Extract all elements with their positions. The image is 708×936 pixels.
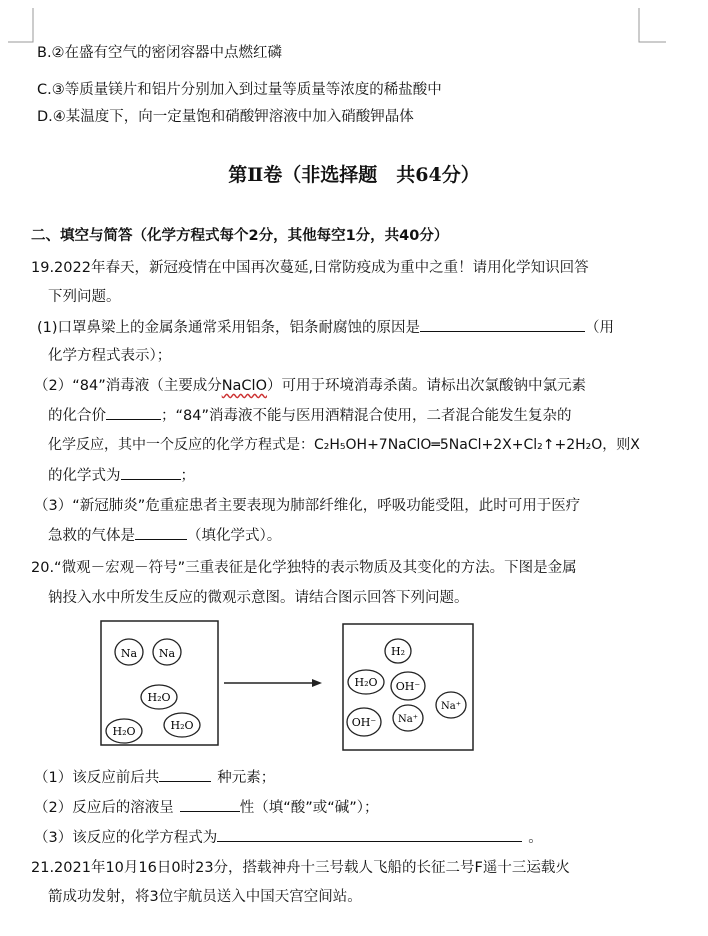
q20-part1-text-a: （1）该反应前后共 [34, 770, 160, 786]
q20-part1-blank[interactable] [159, 767, 211, 782]
option-c: C.③等质量镁片和铝片分别加入到过量等质量等浓度的稀盐酸中 [37, 82, 442, 98]
q20-part3-blank[interactable] [217, 827, 522, 842]
q19-part2-line4 [48, 465, 195, 486]
q20-part3-text-b: 。 [528, 830, 543, 846]
q20-part1 [34, 767, 275, 788]
q20-part2-text-a: （2）反应后的溶液呈 [34, 800, 174, 816]
q19-part1-line1 [37, 317, 614, 338]
q19-part2-line2 [48, 405, 571, 426]
after-reaction-box [343, 624, 473, 750]
section-heading: 二、填空与简答（化学方程式每个2分，其他每空1分，共40分） [31, 228, 449, 244]
q19-stem-line2: 下列问题。 [48, 289, 121, 305]
reaction-diagram [96, 618, 481, 753]
q20-stem-line2: 钠投入水中所发生反应的微观示意图。请结合图示回答下列问题。 [48, 590, 469, 606]
right-particle-h2: H₂ [390, 645, 406, 658]
q19-part3-line1: （3）“新冠肺炎”危重症患者主要表现为肺部纤维化，呼吸功能受阻，此时可用于医疗 [34, 498, 581, 514]
q21-stem-line1: 21.2021年10月16日0时23分，搭载神舟十三号载人飞船的长征二号F遥十三运载火 [31, 860, 570, 876]
q19-part3-text-b: 急救的气体是 [48, 528, 135, 544]
q19-part2-text-g: ； [180, 468, 195, 484]
q19-part3-line2 [48, 525, 281, 546]
q20-part3 [34, 827, 543, 848]
q21-stem-line2: 箭成功发射，将3位宇航员送入中国天宫空间站。 [48, 889, 362, 905]
q19-part2-text-d: ；“84”消毒液不能与医用酒精混合使用，二者混合能发生复杂的 [161, 408, 572, 424]
q19-part2-line1 [34, 376, 586, 396]
option-d: D.④某温度下，向一定量饱和硝酸钾溶液中加入硝酸钾晶体 [37, 109, 414, 125]
q19-part1-suffix: （用 [585, 320, 615, 336]
part-title: 第Ⅱ卷（非选择题 共64分） [228, 164, 480, 186]
right-particle-na-ion-2: Na⁺ [398, 714, 418, 725]
right-particle-na-ion-1: Na⁺ [441, 701, 461, 712]
left-particle-h2o-3: H₂O [170, 719, 194, 732]
crop-mark-top-left [0, 0, 40, 50]
q20-part3-text-a: （3）该反应的化学方程式为 [34, 830, 218, 846]
right-particle-oh-1: OH⁻ [395, 680, 421, 693]
q19-part2-text-f: 的化学式为 [48, 468, 121, 484]
q19-part3-text-c: （填化学式）。 [187, 528, 282, 544]
q19-part2-blank-x[interactable] [121, 465, 181, 480]
q19-part1-line2: 化学方程式表示）； [48, 348, 172, 364]
q19-part1-text: (1)口罩鼻梁上的金属条通常采用铝条，铝条耐腐蚀的原因是 [37, 320, 421, 336]
before-reaction-box [101, 621, 218, 745]
q19-part2-blank-valence[interactable] [106, 405, 161, 420]
reaction-arrow [224, 679, 322, 687]
q20-part1-text-b: 种元素； [217, 770, 276, 786]
crop-mark-top-right [634, 0, 674, 50]
q19-part2-text-c: 的化合价 [48, 408, 106, 424]
right-particle-oh-2: OH⁻ [351, 716, 377, 729]
q20-part2 [34, 797, 379, 818]
q19-stem-line1: 19.2022年春天，新冠疫情在中国再次蔓延,日常防疫成为重中之重！请用化学知识回答 [31, 260, 589, 276]
q19-part1-blank[interactable] [420, 317, 585, 332]
q20-part2-blank[interactable] [180, 797, 240, 812]
option-b: B.②在盛有空气的密闭容器中点燃红磷 [37, 45, 283, 61]
left-particle-na-2: Na [158, 647, 176, 660]
q20-stem-line1: 20.“微观－宏观－符号”三重表征是化学独特的表示物质及其变化的方法。下图是金属 [31, 560, 577, 576]
q20-part2-text-b: 性（填“酸”或“碱”）； [239, 800, 379, 816]
q19-part3-blank[interactable] [135, 525, 187, 540]
q19-part2-text-b: ）可用于环境消毒杀菌。请标出次氯酸钠中氯元素 [267, 378, 587, 394]
right-particle-h2o: H₂O [354, 676, 378, 689]
q19-part2-formula: NaClO [221, 378, 268, 394]
q19-part2-text-a: （2）“84”消毒液（主要成分 [34, 378, 222, 394]
left-particle-h2o-1: H₂O [147, 691, 171, 704]
q19-part2-line3: 化学反应，其中一个反应的化学方程式是：C₂H₅OH+7NaClO═5NaCl+2X+Cl₂↑+2H₂O，则X [48, 437, 640, 453]
left-particle-na-1: Na [120, 647, 138, 660]
left-particle-h2o-2: H₂O [112, 725, 136, 738]
